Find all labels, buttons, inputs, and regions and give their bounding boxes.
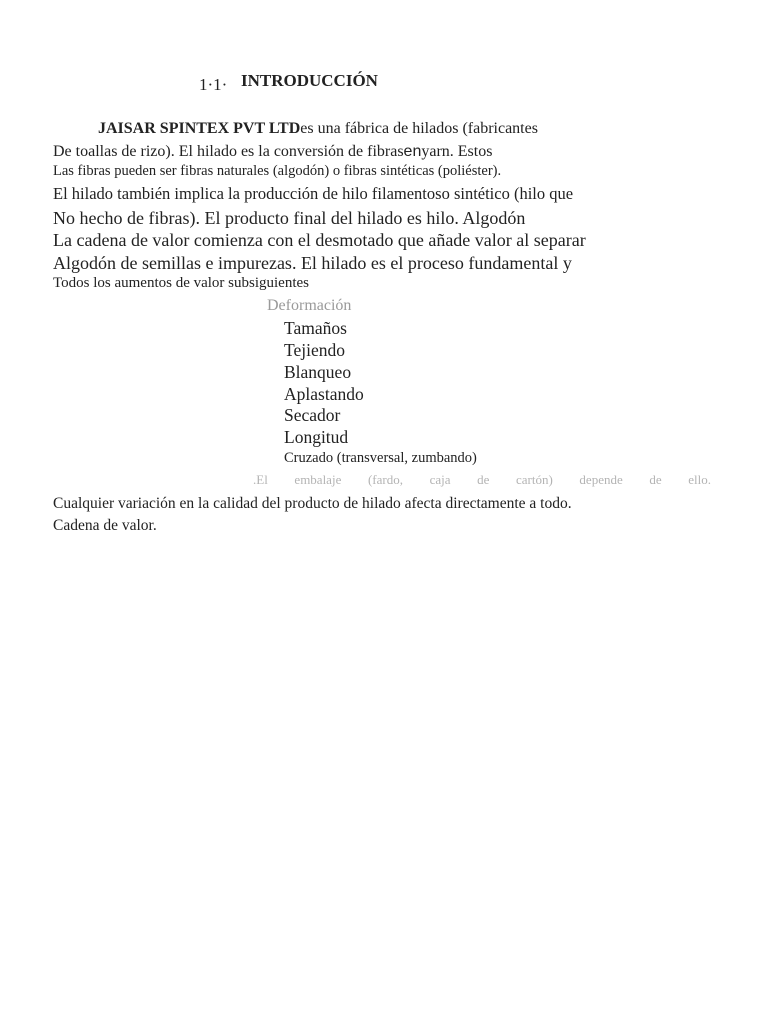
faded-word: de [477, 472, 490, 487]
paragraph-line: El hilado también implica la producción de hilo filamentoso sintético (hilo que [53, 184, 574, 203]
faded-word: caja [429, 472, 451, 487]
company-name: JAISAR SPINTEX PVT LTD [98, 120, 301, 137]
paragraph-text: De toallas de rizo). El hilado es la conversión de fibras [53, 143, 404, 160]
paragraph-line: No hecho de fibras). El producto final del hilado es hilo. Algodón [53, 208, 526, 228]
process-list-item: Aplastando [284, 384, 364, 404]
faded-word: cartón) [516, 472, 553, 487]
process-list-item: Secador [284, 405, 341, 425]
faded-word: embalaje [294, 472, 342, 487]
faded-justified-line [253, 473, 711, 486]
process-list-item: Tamaños [284, 318, 347, 338]
faded-word: depende [579, 472, 623, 487]
process-list-item: Tejiendo [284, 340, 345, 360]
paragraph-line: Algodón de semillas e impurezas. El hilado es el proceso fundamental y [53, 253, 572, 273]
paragraph-text: en [403, 143, 422, 160]
process-list-item: Longitud [284, 427, 349, 447]
closing-line: Cualquier variación en la calidad del producto de hilado afecta directamente a todo. [53, 495, 572, 512]
paragraph-text: es una fábrica de hilados (fabricantes [300, 120, 538, 137]
process-list-item: Cruzado (transversal, zumbando) [284, 450, 477, 466]
faded-word: .El [253, 472, 268, 487]
section-number: 1·1· [199, 75, 228, 94]
paragraph-line: La cadena de valor comienza con el desmotado que añade valor al separar [53, 230, 586, 250]
paragraph-line [98, 121, 538, 137]
process-list-item: Blanqueo [284, 362, 352, 382]
paragraph-line: Todos los aumentos de valor subsiguientes [53, 275, 310, 291]
paragraph-line [53, 144, 492, 160]
faded-word: ello. [688, 472, 711, 487]
section-title: INTRODUCCIÓN [241, 71, 378, 90]
closing-line: Cadena de valor. [53, 517, 157, 534]
process-list-heading: Deformación [267, 297, 352, 314]
faded-word: de [649, 472, 662, 487]
paragraph-text: yarn. Estos [421, 143, 493, 160]
paragraph-line: Las fibras pueden ser fibras naturales (algodón) o fibras sintéticas (poliéster). [53, 163, 502, 179]
faded-word: (fardo, [367, 472, 403, 487]
